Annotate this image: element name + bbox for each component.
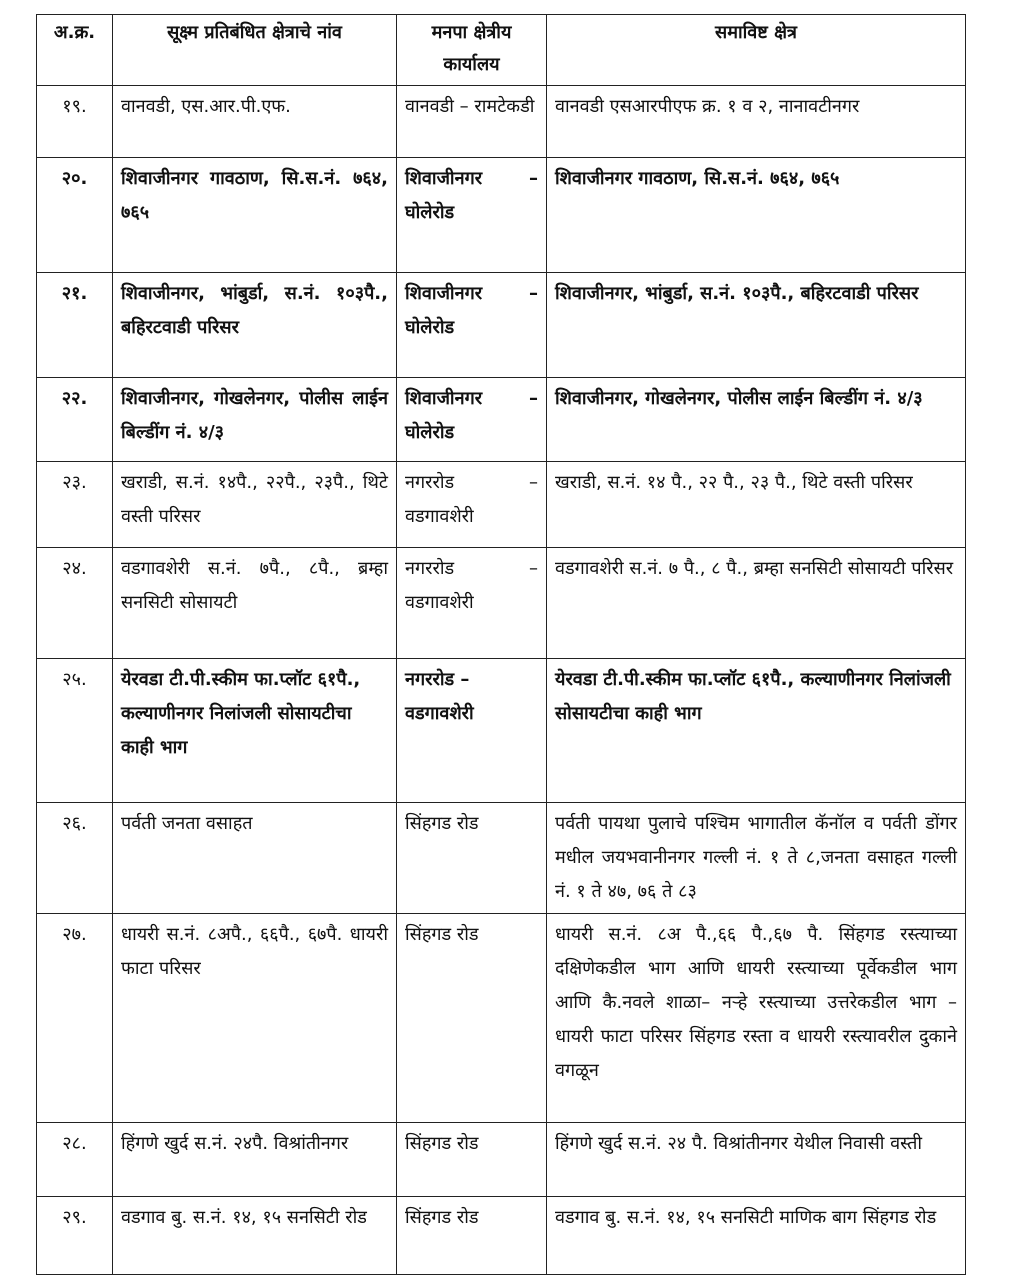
row-zone-name: वानवडी, एस.आर.पी.एफ. (113, 86, 397, 158)
row-serial: २६. (37, 803, 113, 914)
row-zone-name: खराडी, स.नं. १४पै., २२पै., २३पै., थिटे वस्ती परिसर (113, 462, 397, 548)
row-zone-name: वडगावशेरी स.नं. ७पै., ८पै., ब्रम्हा सनसिटी सोसायटी (113, 548, 397, 659)
row-serial: २५. (37, 659, 113, 803)
row-ward-office: वानवडी – रामटेकडी (397, 86, 547, 158)
header-serial: अ.क्र. (37, 15, 113, 86)
row-ward-office: नगररोड – वडगावशेरी (397, 462, 547, 548)
row-included-area: हिंगणे खुर्द स.नं. २४ पै. विश्रांतीनगर येथील निवासी वस्ती (547, 1123, 966, 1197)
table-row (37, 1123, 966, 1197)
row-included-area: वडगावशेरी स.नं. ७ पै., ८ पै., ब्रम्हा सनसिटी सोसायटी परिसर (547, 548, 966, 659)
row-zone-name: शिवाजीनगर, भांबुर्डा, स.नं. १०३पै., बहिरटवाडी परिसर (113, 273, 397, 378)
row-serial: २३. (37, 462, 113, 548)
row-ward-office: शिवाजीनगर – घोलेरोड (397, 158, 547, 273)
row-included-area: खराडी, स.नं. १४ पै., २२ पै., २३ पै., थिटे वस्ती परिसर (547, 462, 966, 548)
row-included-area: शिवाजीनगर, भांबुर्डा, स.नं. १०३पै., बहिरटवाडी परिसर (547, 273, 966, 378)
table-row (37, 378, 966, 462)
header-zone-name: सूक्ष्म प्रतिबंधित क्षेत्राचे नांव (113, 15, 397, 86)
table-row (37, 914, 966, 1123)
table-row (37, 462, 966, 548)
row-included-area: शिवाजीनगर, गोखलेनगर, पोलीस लाईन बिल्डींग नं. ४/३ (547, 378, 966, 462)
row-ward-office: शिवाजीनगर – घोलेरोड (397, 273, 547, 378)
row-serial: २८. (37, 1123, 113, 1197)
row-ward-office: सिंहगड रोड (397, 1123, 547, 1197)
table-row (37, 659, 966, 803)
table-row (37, 273, 966, 378)
row-ward-office: शिवाजीनगर – घोलेरोड (397, 378, 547, 462)
row-zone-name: धायरी स.नं. ८अपै., ६६पै., ६७पै. धायरी फाटा परिसर (113, 914, 397, 1123)
row-ward-office: नगररोड – वडगावशेरी (397, 548, 547, 659)
row-serial: २०. (37, 158, 113, 273)
table-row (37, 158, 966, 273)
row-included-area: येरवडा टी.पी.स्कीम फा.प्लॉट ६१पै., कल्याणीनगर निलांजली सोसायटीचा काही भाग (547, 659, 966, 803)
row-zone-name: हिंगणे खुर्द स.नं. २४पै. विश्रांतीनगर (113, 1123, 397, 1197)
row-ward-office: सिंहगड रोड (397, 1197, 547, 1275)
row-serial: २४. (37, 548, 113, 659)
row-zone-name: पर्वती जनता वसाहत (113, 803, 397, 914)
row-included-area: पर्वती पायथा पुलाचे पश्चिम भागातील कॅनॉल व पर्वती डोंगर मधील जयभवानीनगर गल्ली नं. १ ते ८,जनता वसाहत गल्ली नं. १ ते ४७, ७६ ते ८३ (547, 803, 966, 914)
header-ward-office: मनपा क्षेत्रीय कार्यालय (397, 15, 547, 86)
table-row (37, 1197, 966, 1275)
header-included-area: समाविष्ट क्षेत्र (547, 15, 966, 86)
row-serial: २९. (37, 1197, 113, 1275)
row-serial: १९. (37, 86, 113, 158)
row-zone-name: येरवडा टी.पी.स्कीम फा.प्लॉट ६१पै., कल्याणीनगर निलांजली सोसायटीचा काही भाग (113, 659, 397, 803)
row-ward-office: सिंहगड रोड (397, 803, 547, 914)
table-row (37, 86, 966, 158)
table-row (37, 548, 966, 659)
row-serial: २१. (37, 273, 113, 378)
row-included-area: वानवडी एसआरपीएफ क्र. १ व २, नानावटीनगर (547, 86, 966, 158)
row-zone-name: शिवाजीनगर गावठाण, सि.स.नं. ७६४, ७६५ (113, 158, 397, 273)
row-ward-office: नगररोड – वडगावशेरी (397, 659, 547, 803)
row-included-area: वडगाव बु. स.नं. १४, १५ सनसिटी माणिक बाग सिंहगड रोड (547, 1197, 966, 1275)
row-zone-name: वडगाव बु. स.नं. १४, १५ सनसिटी रोड (113, 1197, 397, 1275)
header-row (37, 15, 966, 86)
row-serial: २७. (37, 914, 113, 1123)
row-included-area: शिवाजीनगर गावठाण, सि.स.नं. ७६४, ७६५ (547, 158, 966, 273)
row-serial: २२. (37, 378, 113, 462)
table-row (37, 803, 966, 914)
row-ward-office: सिंहगड रोड (397, 914, 547, 1123)
row-included-area: धायरी स.नं. ८अ पै.,६६ पै.,६७ पै. सिंहगड रस्त्याच्या दक्षिणेकडील भाग आणि धायरी रस्त्याच्या पूर्वेकडील भाग आणि कै.नवले शाळा– नऱ्हे रस्त्याच्या उत्तरेकडील भाग – धायरी फाटा परिसर सिंहगड रस्ता व धायरी रस्त्यावरील दुकाने वगळून (547, 914, 966, 1123)
row-zone-name: शिवाजीनगर, गोखलेनगर, पोलीस लाईन बिल्डींग नं. ४/३ (113, 378, 397, 462)
containment-zone-table (36, 14, 966, 1275)
